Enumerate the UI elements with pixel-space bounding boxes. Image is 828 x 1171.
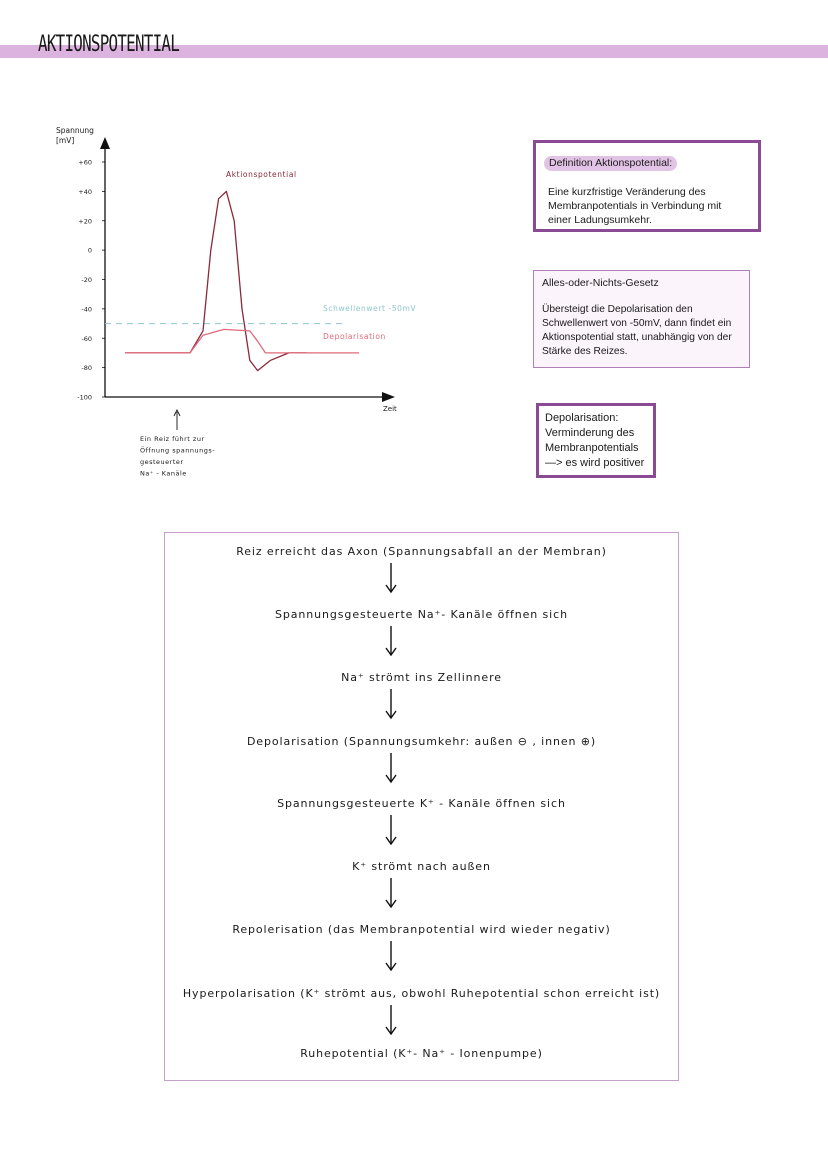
y-tick-label: +40 <box>78 187 92 196</box>
depolarisation-line: Membranpotentials <box>545 442 639 454</box>
action-potential-chart <box>50 125 460 500</box>
stimulus-text: Ein Reiz führt zur <box>140 435 205 443</box>
y-axis-label: Spannung <box>56 126 94 135</box>
y-tick-label: +60 <box>78 158 92 167</box>
down-arrow-icon <box>381 1003 401 1037</box>
down-arrow-icon <box>381 939 401 973</box>
depolarisation-box <box>536 403 656 478</box>
y-tick-label: -80 <box>81 364 92 373</box>
definition-text: Eine kurzfristige Veränderung des Membranpotentials in Verbindung mit einer Ladungsumkehr. <box>548 186 722 226</box>
down-arrow-icon <box>381 813 401 847</box>
flow-step: Depolarisation (Spannungsumkehr: außen ⊖ , innen ⊕) <box>246 735 597 748</box>
down-arrow-icon <box>381 876 401 910</box>
y-tick-label: -40 <box>81 305 92 314</box>
aktionspotential-label: Aktionspotential <box>226 170 297 179</box>
stimulus-text: Öffnung spannungs- <box>140 446 216 455</box>
down-arrow-icon <box>381 687 401 721</box>
depolarisation-line: Depolarisation: <box>545 412 619 424</box>
stimulus-text: Na⁺ - Kanäle <box>140 469 187 478</box>
y-axis-arrow-icon <box>100 137 110 149</box>
definition-heading: Definition Aktionspotential: <box>544 156 677 171</box>
threshold-label: Schwellenwert -50mV <box>323 304 417 313</box>
y-tick-label: -100 <box>77 393 92 402</box>
flow-step: Spannungsgesteuerte Na⁺- Kanäle öffnen sich <box>275 608 568 621</box>
process-flowchart <box>164 532 679 1081</box>
flow-step: Hyperpolarisation (K⁺ strömt aus, obwohl Ruhepotential schon erreicht ist) <box>182 987 661 1000</box>
y-tick-label: -20 <box>81 276 92 284</box>
y-tick-label: -60 <box>81 334 92 343</box>
flow-step: Reiz erreicht das Axon (Spannungsabfall an der Membran) <box>236 545 607 558</box>
all-or-nothing-text: Übersteigt die Depolarisation den Schwellenwert von -50mV, dann findet ein Aktionspotential statt, unabhängig von der Stärke des Reizes. <box>542 304 732 357</box>
x-axis-arrow-icon <box>382 392 395 402</box>
depolarisation-label: Depolarisation <box>323 332 386 341</box>
flow-step: Repolerisation (das Membranpotential wird wieder negativ) <box>232 923 611 936</box>
down-arrow-icon <box>381 751 401 785</box>
flow-step: Na⁺ strömt ins Zellinnere <box>341 671 502 684</box>
all-or-nothing-box <box>533 270 750 368</box>
depolarisation-line: Verminderung des <box>545 427 635 439</box>
y-tick-label: 0 <box>87 246 92 255</box>
x-axis-label: Zeit <box>383 405 397 413</box>
page-title: AKTIONSPOTENTIAL <box>38 32 180 57</box>
series-line-0 <box>125 191 307 370</box>
flow-step: K⁺ strömt nach außen <box>352 860 491 873</box>
all-or-nothing-heading: Alles-oder-Nichts-Gesetz <box>542 277 659 289</box>
depolarisation-line: —> es wird positiver <box>545 457 645 469</box>
definition-box <box>533 140 761 232</box>
flow-step: Spannungsgesteuerte K⁺ - Kanäle öffnen sich <box>277 797 566 810</box>
stimulus-text: gesteuerter <box>140 458 184 466</box>
down-arrow-icon <box>381 561 401 595</box>
flow-step: Ruhepotential (K⁺- Na⁺ - Ionenpumpe) <box>300 1047 543 1060</box>
down-arrow-icon <box>381 624 401 658</box>
y-tick-label: +20 <box>78 217 92 226</box>
y-axis-label: [mV] <box>56 136 75 145</box>
